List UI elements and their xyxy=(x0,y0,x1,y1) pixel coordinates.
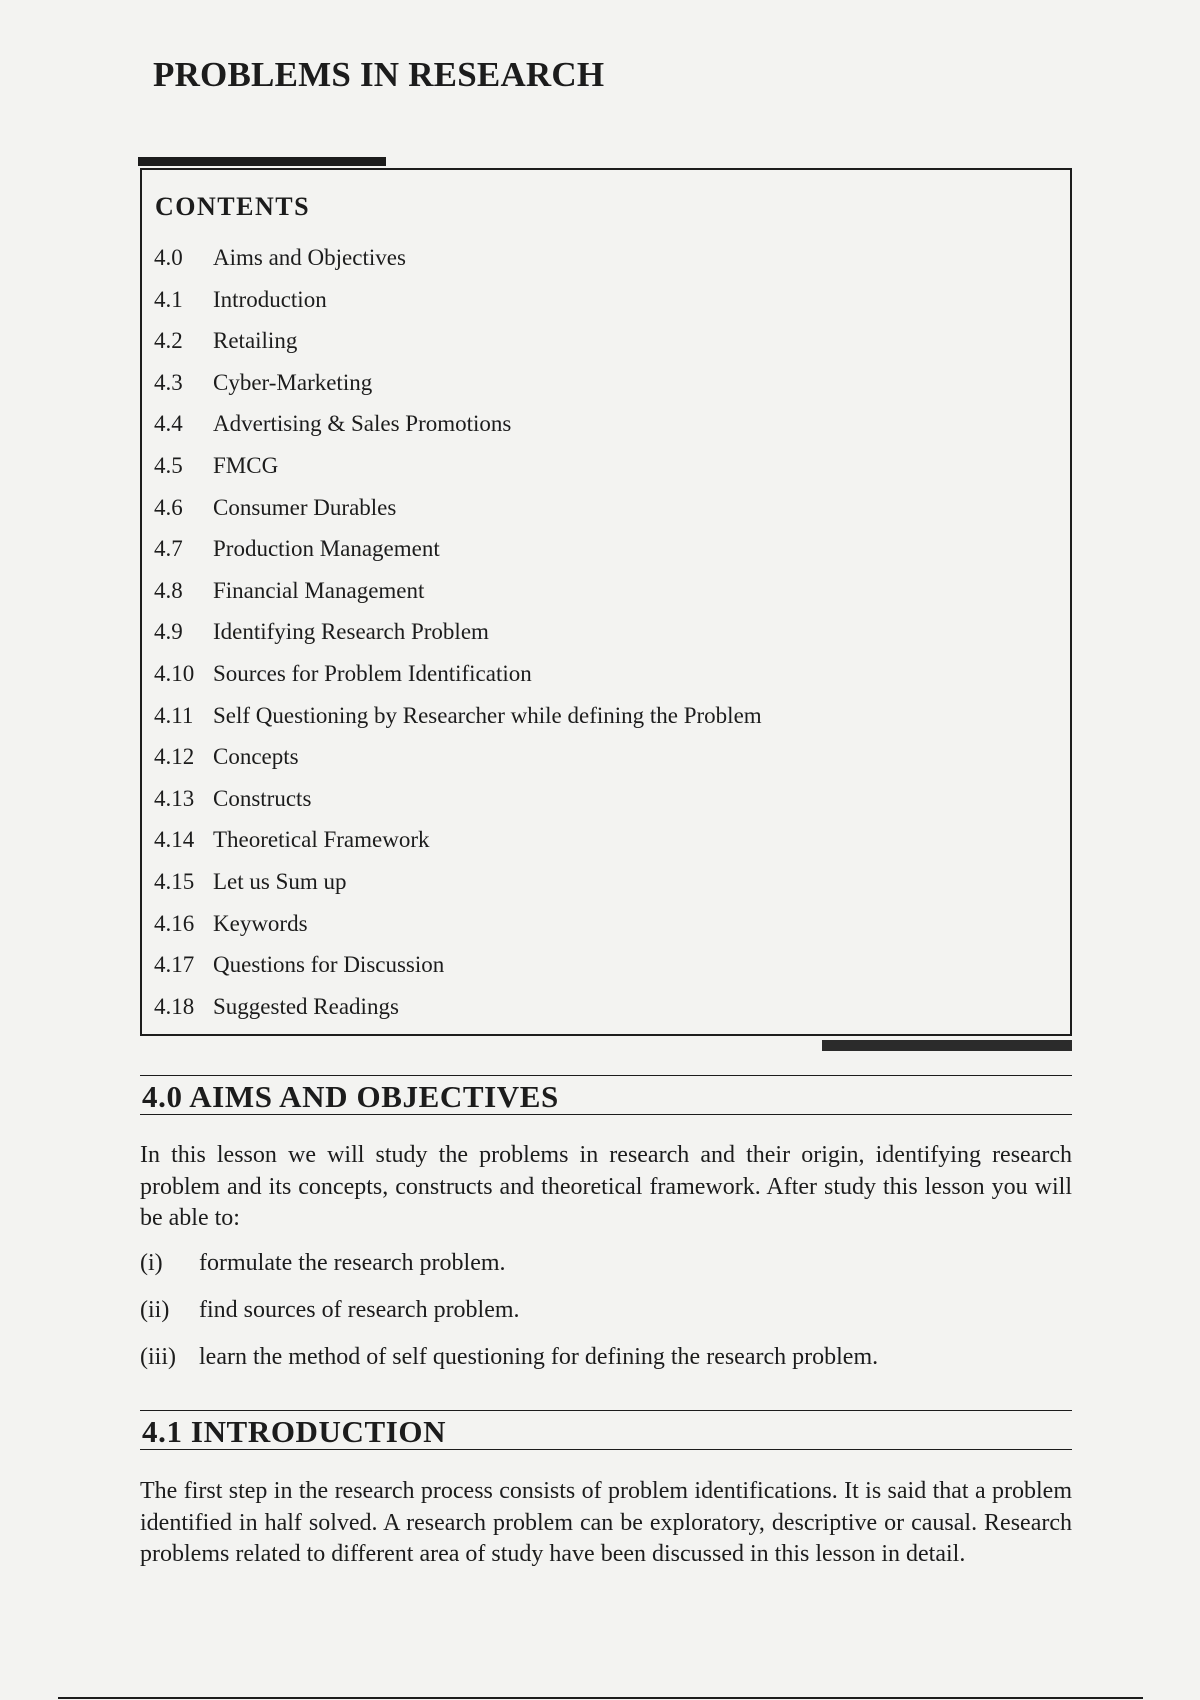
toc-item-number: 4.6 xyxy=(154,494,183,520)
toc-item-number: 4.13 xyxy=(154,785,195,811)
introduction-paragraph: The first step in the research process consists of problem identifications. It is said that a problem identified in half solved. A research problem can be exploratory, descriptive or causal. Research problems related to different area of study have been discussed in this lesson in detail. xyxy=(140,1478,1072,1567)
toc-item-label: Aims and Objectives xyxy=(213,245,406,270)
aims-paragraph: In this lesson we will study the problems in research and their origin, identifying research problem and its concepts, constructs and theoretical framework. After study this lesson you will be able to: xyxy=(140,1142,1072,1231)
toc-item-label: Identifying Research Problem xyxy=(213,619,489,645)
contents-heading: CONTENTS xyxy=(155,192,311,221)
toc-item-number: 4.1 xyxy=(154,286,183,312)
toc-item-label: Production Management xyxy=(213,536,440,562)
toc-item-number: 4.7 xyxy=(154,536,183,562)
toc-item-label: Introduction xyxy=(213,286,327,312)
objective-item xyxy=(140,1248,878,1295)
contents-box xyxy=(140,168,1072,1036)
objective-number: (i) xyxy=(140,1250,163,1276)
toc-item-label: FMCG xyxy=(213,452,279,478)
toc-item-number: 4.8 xyxy=(154,577,183,603)
toc-item-number: 4.16 xyxy=(154,910,195,936)
toc-item-4-17 xyxy=(154,944,762,986)
toc-item-4-15 xyxy=(154,861,762,903)
toc-item-number: 4.18 xyxy=(154,993,195,1019)
toc-item-number: 4.14 xyxy=(154,827,195,853)
objective-text: find sources of research problem. xyxy=(199,1297,520,1323)
toc-item-4-6 xyxy=(154,487,762,529)
toc-item-number: 4.3 xyxy=(154,369,183,395)
toc-item-number: 4.17 xyxy=(154,952,195,978)
toc-item-number: 4.4 xyxy=(154,411,183,437)
toc-item-number: 4.15 xyxy=(154,868,195,894)
toc-item-label: Theoretical Framework xyxy=(213,827,430,853)
section-heading-text: 4.1 INTRODUCTION xyxy=(142,1414,447,1449)
toc-item-number: 4.12 xyxy=(154,744,195,770)
toc-item-4-16 xyxy=(154,903,762,945)
objective-text: learn the method of self questioning for defining the research problem. xyxy=(199,1344,879,1370)
toc-item-label: Self Questioning by Researcher while defining the Problem xyxy=(213,702,762,728)
toc-item-4-9 xyxy=(154,611,762,653)
toc-item-label: Concepts xyxy=(213,744,299,770)
toc-item-4-2 xyxy=(154,320,762,362)
toc-item-label: Questions for Discussion xyxy=(213,952,445,978)
objectives-list xyxy=(140,1248,878,1389)
objective-number: (iii) xyxy=(140,1344,176,1370)
toc-item-label: Advertising & Sales Promotions xyxy=(213,411,512,437)
toc-item-4-5 xyxy=(154,445,762,487)
toc-item-label: Let us Sum up xyxy=(213,868,347,894)
toc-item-label: Constructs xyxy=(213,785,312,811)
toc-item-label: Consumer Durables xyxy=(213,494,397,520)
toc-item-label: Financial Management xyxy=(213,577,425,603)
page-title: PROBLEMS IN RESEARCH xyxy=(153,55,605,94)
toc-item-4-8 xyxy=(154,570,762,612)
section-heading-introduction xyxy=(140,1410,1072,1450)
toc-item-label: Keywords xyxy=(213,910,308,936)
toc-item-number: 4.5 xyxy=(154,452,183,478)
toc-item-number: 4.11 xyxy=(154,702,194,728)
toc-item-label: Sources for Problem Identification xyxy=(213,660,532,686)
toc-item-4-0 xyxy=(154,237,762,279)
objective-item xyxy=(140,1295,878,1342)
toc-item-label: Retailing xyxy=(213,328,298,354)
toc-item-number: 4.9 xyxy=(154,619,183,645)
objective-number: (ii) xyxy=(140,1297,170,1323)
objective-text: formulate the research problem. xyxy=(199,1250,506,1276)
toc-item-number: 4.0 xyxy=(154,245,183,270)
toc-item-label: Cyber-Marketing xyxy=(213,369,373,395)
section-heading-aims xyxy=(140,1075,1072,1115)
toc-item-label: Suggested Readings xyxy=(213,993,399,1019)
toc-item-number: 4.10 xyxy=(154,660,195,686)
objective-item xyxy=(140,1342,878,1389)
toc-item-4-7 xyxy=(154,528,762,570)
toc-item-4-14 xyxy=(154,819,762,861)
contents-list xyxy=(154,237,762,1027)
page-bottom-rule xyxy=(58,1697,1143,1699)
toc-item-4-3 xyxy=(154,362,762,404)
toc-item-4-11 xyxy=(154,695,762,737)
toc-item-4-10 xyxy=(154,653,762,695)
toc-item-4-1 xyxy=(154,279,762,321)
contents-box-top-bar xyxy=(138,157,386,166)
toc-item-4-12 xyxy=(154,736,762,778)
toc-item-4-18 xyxy=(154,986,762,1028)
toc-item-4-4 xyxy=(154,403,762,445)
toc-item-4-13 xyxy=(154,778,762,820)
section-heading-text: 4.0 AIMS AND OBJECTIVES xyxy=(142,1079,559,1114)
toc-item-number: 4.2 xyxy=(154,328,183,354)
contents-box-bottom-bar xyxy=(822,1040,1072,1051)
